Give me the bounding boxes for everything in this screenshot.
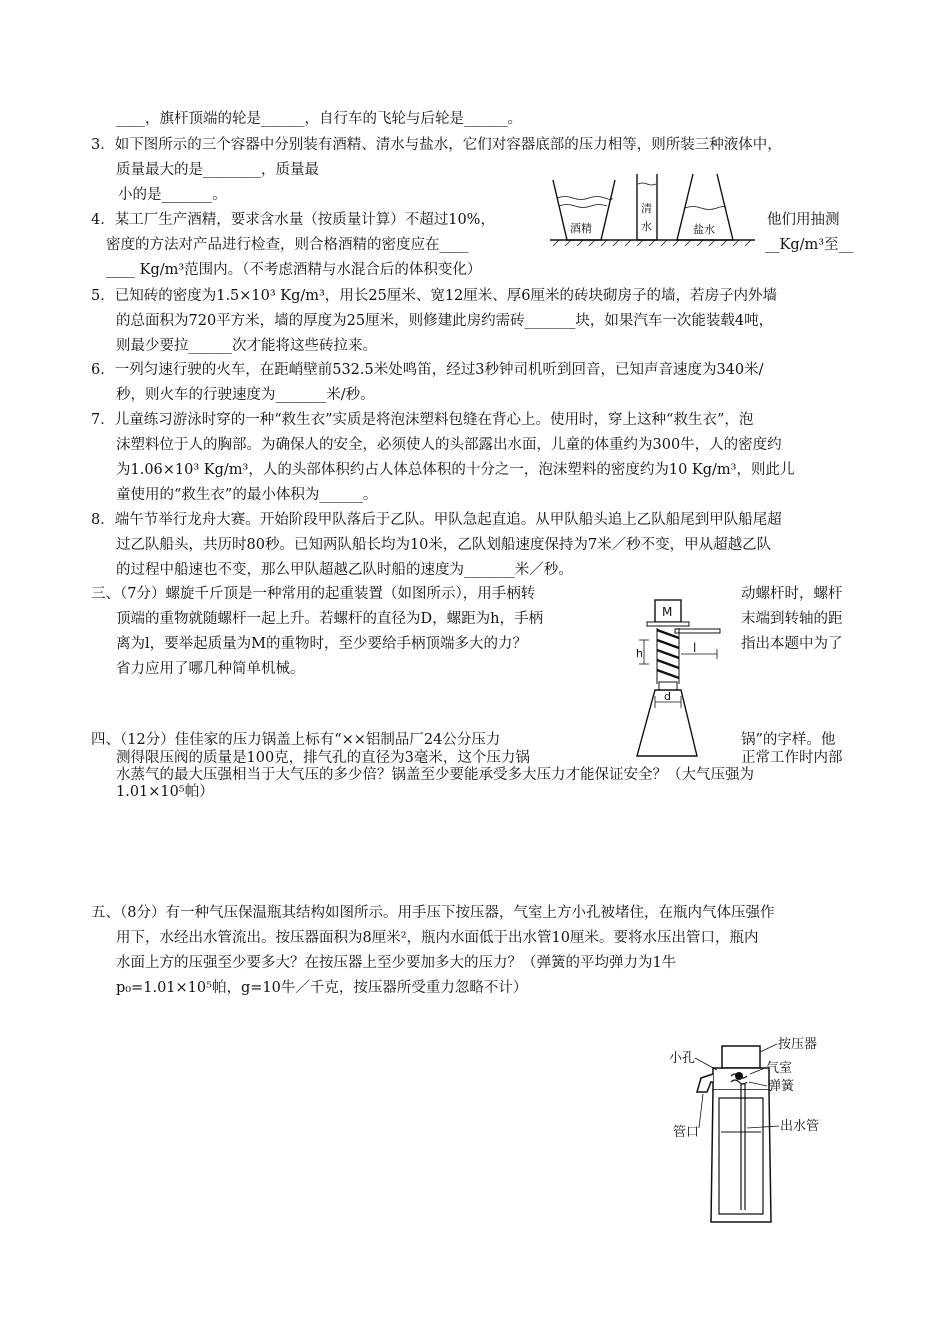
q6-text: 6．一列匀速行驶的火车，在距峭壁前532.5米处鸣笛，经过3秒钟司机听到回音，已知声音速度为340米/ xyxy=(91,362,764,378)
svg-text:M: M xyxy=(662,605,673,619)
section5-text: 水面上方的压强至少要多大？在按压器上至少要加多大的压力？（弹簧的平均弹力为1牛 xyxy=(116,955,677,971)
svg-text:气室: 气室 xyxy=(766,1061,793,1076)
section3-text: 三、（7分）螺旋千斤顶是一种常用的起重装置（如图所示），用手柄转 xyxy=(91,586,536,602)
q6-text: 秒，则火车的行驶速度为_______米/秒。 xyxy=(116,387,375,403)
press-cap xyxy=(722,1046,760,1068)
svg-text:弹簧: 弹簧 xyxy=(768,1079,795,1094)
thermos-figure xyxy=(655,1032,855,1232)
q4-text: 4．某工厂生产酒精，要求含水量（按质量计算）不超过10%， xyxy=(91,212,495,228)
section3-text: 离为l，要举起质量为M的重物时，至少要给手柄顶端多大的力？ xyxy=(116,636,527,652)
svg-text:小孔: 小孔 xyxy=(669,1051,696,1066)
q5-text: 的总面积为720平方米，墙的厚度为25厘米，则修建此房约需砖_______块，如果汽车一次能装载4吨， xyxy=(116,313,774,329)
svg-text:h: h xyxy=(636,647,643,660)
q3-text: 质量最大的是________，质量最 xyxy=(116,162,319,178)
section3-text-right: 动螺杆时，螺杆 xyxy=(741,586,843,602)
section3-text-right: 末端到转轴的距 xyxy=(741,611,843,627)
svg-text:管口: 管口 xyxy=(673,1125,700,1140)
containers-figure xyxy=(545,170,760,248)
section4-text: 1.01×10⁵帕） xyxy=(116,784,214,800)
svg-text:l: l xyxy=(693,641,697,655)
section4-text: 测得限压阀的质量是100克，排气孔的直径为3毫米，这个压力锅 xyxy=(116,750,530,766)
q7-text: 为1.06×10³ Kg/m³，人的头部体积约占人体总体积的十分之一，泡沫塑料的密度约为10 Kg/m³，则此儿 xyxy=(116,462,795,478)
label-water-1: 清 xyxy=(641,202,652,215)
q7-text: 童使用的“救生衣”的最小体积为______。 xyxy=(116,487,378,503)
section5-text: p₀=1.01×10⁵帕，g=10牛／千克，按压器所受重力忽略不计） xyxy=(116,980,528,996)
label-water-2: 水 xyxy=(641,220,652,233)
svg-text:出水管: 出水管 xyxy=(780,1119,820,1134)
label-alcohol: 酒精 xyxy=(570,222,592,235)
q4-text: ____ Kg/m³范围内。（不考虑酒精与水混合后的体积变化） xyxy=(106,262,482,278)
label-saltwater: 盐水 xyxy=(693,223,715,236)
q7-text: 沫塑料位于人的胸部。为确保人的安全，必须使人的头部露出水面，儿童的体重约为300牛，人的密度约 xyxy=(116,437,782,453)
section5-text: 用下，水经出水管流出。按压器面积为8厘米²，瓶内水面低于出水管10厘米。要将水压出管口，瓶内 xyxy=(116,930,759,946)
svg-text:按压器: 按压器 xyxy=(778,1037,818,1052)
q3-text: 小的是_______。 xyxy=(118,187,227,203)
screw-jack-figure xyxy=(625,594,725,764)
section4-text-right: 正常工作时内部 xyxy=(741,750,843,766)
q5-text: 5．已知砖的密度为1.5×10³ Kg/m³，用长25厘米、宽12厘米、厚6厘米的砖块砌房子的墙，若房子内外墙 xyxy=(91,288,777,304)
section3-text: 顶端的重物就随螺杆一起上升。若螺杆的直径为D，螺距为h，手柄 xyxy=(116,611,543,627)
q8-text: 的过程中船速也不变，那么甲队超越乙队时船的速度为_______米／秒。 xyxy=(116,562,573,578)
section4-text: 水蒸气的最大压强相当于大气压的多少倍？锅盖至少要能承受多大压力才能保证安全？（大气压强为 xyxy=(116,767,754,783)
q4-text-right: 他们用抽测 xyxy=(767,212,840,228)
section3-text-right: 指出本题中为了 xyxy=(741,636,843,652)
q5-text: 则最少要拉______次才能将这些砖拉来。 xyxy=(116,338,377,354)
q2-continuation: ____，旗杆顶端的轮是______，自行车的飞轮与后轮是______。 xyxy=(116,111,522,127)
q8-text: 8．端午节举行龙舟大赛。开始阶段甲队落后于乙队。甲队急起直追。从甲队船头追上乙队船尾到甲队船尾超 xyxy=(91,512,782,528)
q7-text: 7．儿童练习游泳时穿的一种“救生衣”实质是将泡沫塑料包缝在背心上。使用时，穿上这种“救生衣”，泡 xyxy=(91,412,754,428)
svg-text:d: d xyxy=(664,690,671,703)
q4-text-right: __Kg/m³至__ xyxy=(765,237,854,253)
q3-text: 3．如下图所示的三个容器中分别装有酒精、清水与盐水，它们对容器底部的压力相等，则所装三种液体中， xyxy=(91,137,782,153)
section4-text: 四、（12分）佳佳家的压力锅盖上标有“××铝制品厂24公分压力 xyxy=(91,732,501,748)
q4-text: 密度的方法对产品进行检查，则合格酒精的密度应在____ xyxy=(106,237,469,253)
q8-text: 过乙队船头，共历时80秒。已知两队船长均为10米，乙队划船速度保持为7米／秒不变，甲从超越乙队 xyxy=(116,537,772,553)
section5-text: 五、（8分）有一种气压保温瓶其结构如图所示。用手压下按压器，气室上方小孔被堵住，在瓶内气体压强作 xyxy=(91,905,775,921)
section3-text: 省力应用了哪几种简单机械。 xyxy=(116,661,305,677)
section4-text-right: 锅”的字样。他 xyxy=(741,732,836,748)
